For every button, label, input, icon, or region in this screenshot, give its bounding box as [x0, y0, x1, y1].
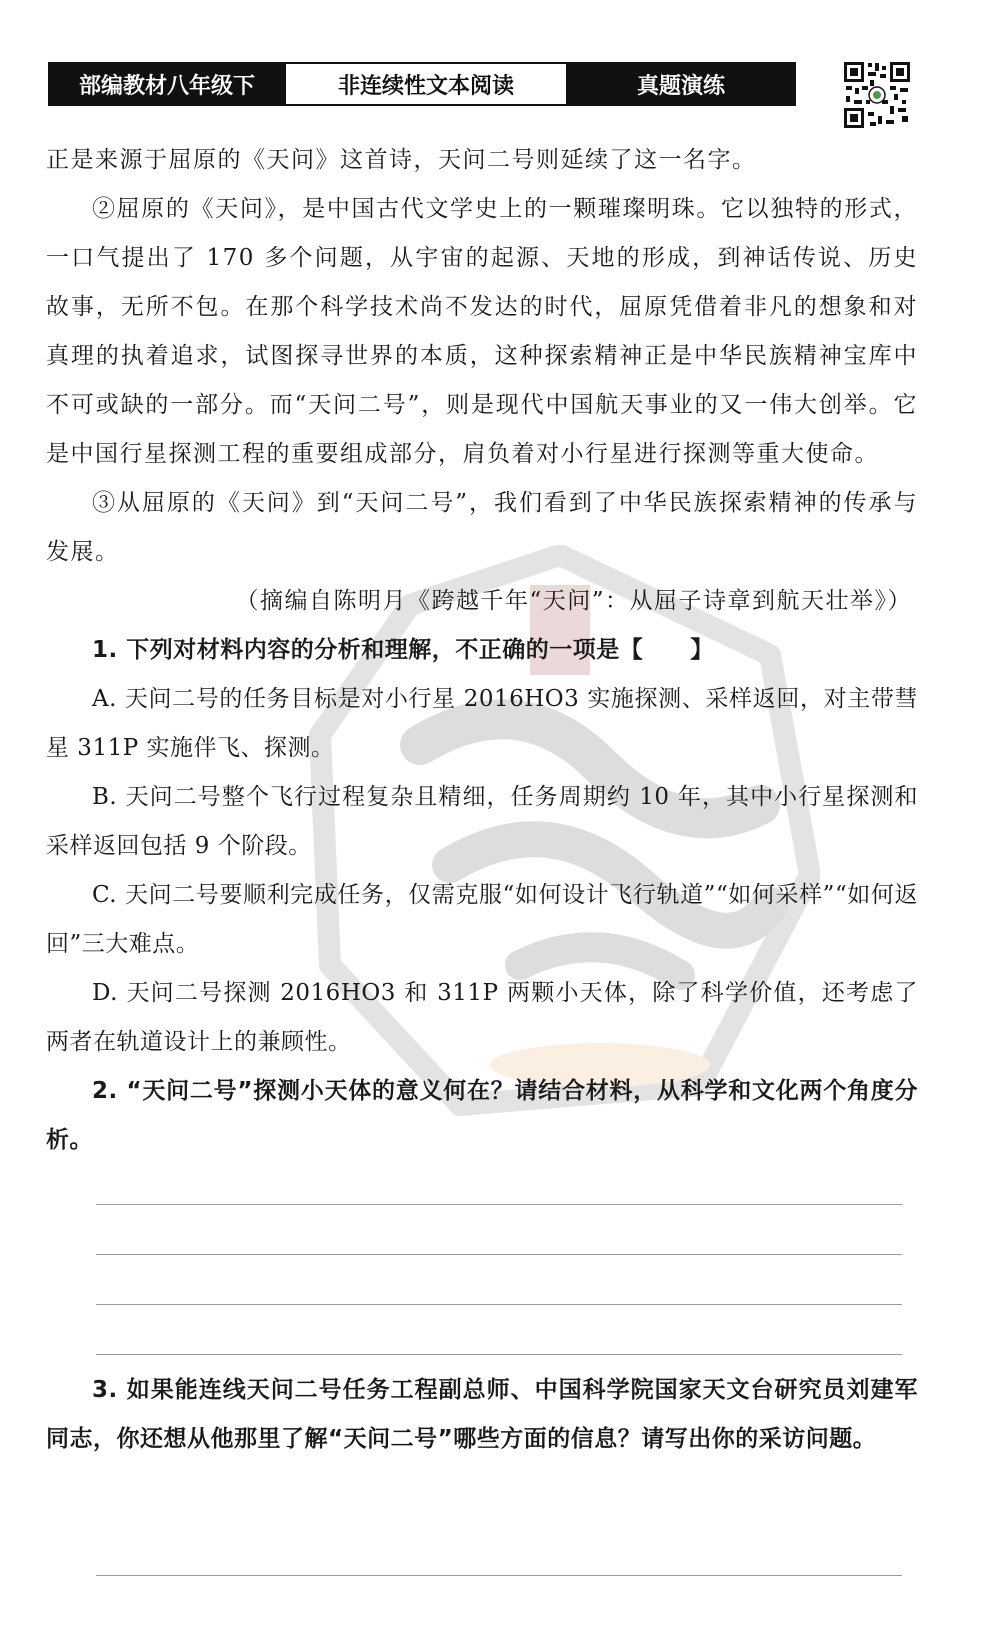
answer-line[interactable] — [96, 1575, 902, 1576]
question-1-stem: 1. 下列对材料内容的分析和理解，不正确的一项是【 】 — [92, 637, 714, 663]
question-2-stem: 2. “天问二号”探测小天体的意义何在？请结合材料，从科学和文化两个角度分析。 — [46, 1078, 918, 1153]
header-section: 真题演练 — [568, 64, 794, 104]
question-3-answer-area[interactable] — [96, 1575, 902, 1625]
question-1-option-b: B. 天问二号整个飞行过程复杂且精细，任务周期约 10 年，其中小行星探测和采样返回包括 9 个阶段。 — [46, 784, 918, 859]
header-bar — [48, 62, 796, 106]
header-topic: 非连续性文本阅读 — [284, 64, 568, 104]
question-3-stem: 3. 如果能连线天问二号任务工程副总师、中国科学院国家天文台研究员刘建军同志，你还想从他那里了解“天问二号”哪些方面的信息？请写出你的采访问题。 — [46, 1377, 918, 1452]
passage-source: （摘编自陈明月《跨越千年“天问”：从屈子诗章到航天壮举》） — [235, 588, 912, 614]
passage-paragraph-2: ②屈原的《天问》，是中国古代文学史上的一颗璀璨明珠。它以独特的形式，一口气提出了 170 多个问题，从宇宙的起源、天地的形成，到神话传说、历史故事，无所不包。在那个科学技术尚不发达的时代，屈原凭借着非凡的想象和对真理的执着追求，试图探寻世界的本质，这种探索精神正是中华民族精神宝库中不可或缺的一部分。而“天问二号”，则是现代中国航天事业的又一伟大创举。它是中国行星探测工程的重要组成部分，肩负着对小行星进行探测等重大使命。 — [46, 196, 918, 467]
header-grade: 部编教材八年级下 — [50, 64, 284, 104]
answer-line[interactable] — [96, 1204, 902, 1205]
document-body — [46, 136, 918, 1165]
passage-line-top: 正是来源于屈原的《天问》这首诗，天问二号则延续了这一名字。 — [46, 147, 757, 173]
question-1-option-a: A. 天问二号的任务目标是对小行星 2016HO3 实施探测、采样返回，对主带彗星 311P 实施伴飞、探测。 — [46, 686, 918, 761]
passage-paragraph-3: ③从屈原的《天问》到“天问二号”，我们看到了中华民族探索精神的传承与发展。 — [46, 490, 918, 565]
question-3-block — [46, 1366, 918, 1464]
answer-line[interactable] — [96, 1254, 902, 1255]
question-1-option-d: D. 天问二号探测 2016HO3 和 311P 两颗小天体，除了科学价值，还考虑了两者在轨道设计上的兼顾性。 — [46, 980, 918, 1055]
qr-code-icon — [842, 60, 912, 130]
question-1-option-c: C. 天问二号要顺利完成任务，仅需克服“如何设计飞行轨道”“如何采样”“如何返回”三大难点。 — [46, 882, 918, 957]
answer-line[interactable] — [96, 1354, 902, 1355]
answer-line[interactable] — [96, 1304, 902, 1305]
